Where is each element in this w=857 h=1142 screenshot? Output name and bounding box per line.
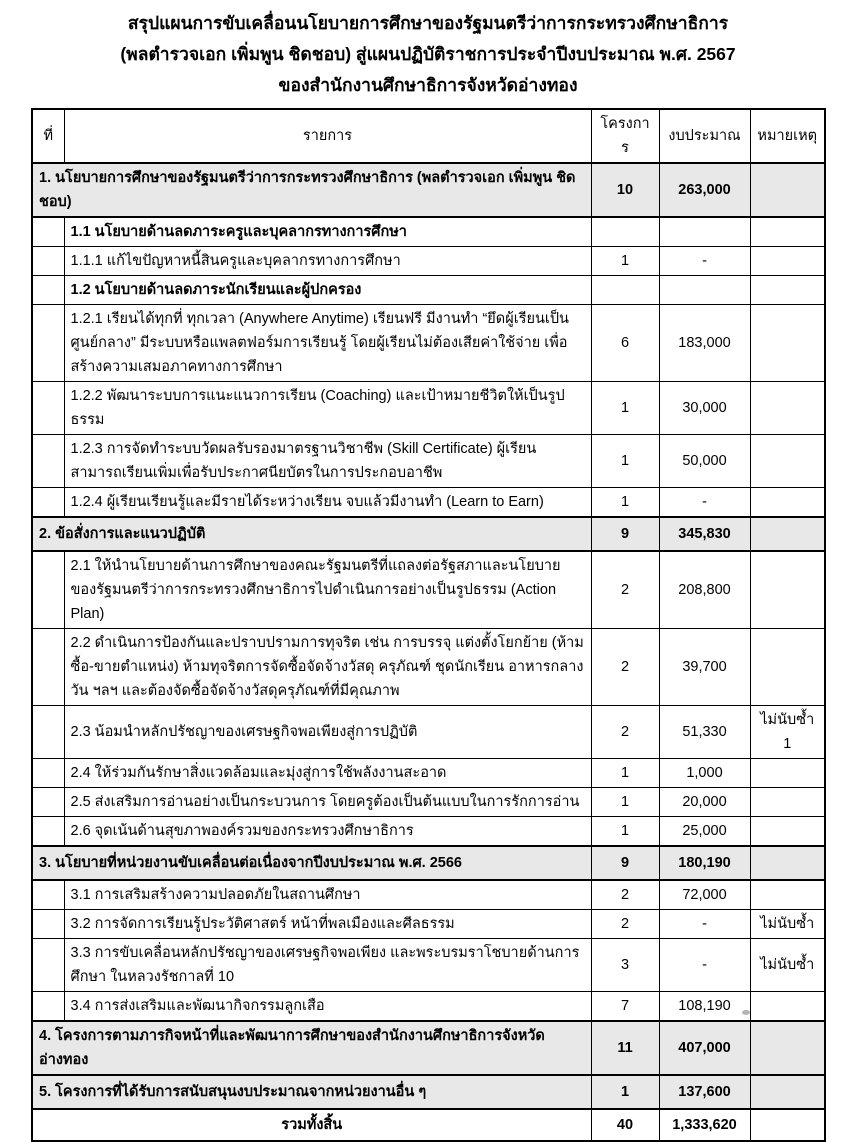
table-row (32, 217, 825, 247)
table-row (32, 163, 825, 217)
table-row (32, 759, 825, 788)
row-item-cell: 5. โครงการที่ได้รับการสนับสนุนงบประมาณจากหน่วยงานอื่น ๆ (32, 1075, 591, 1109)
row-projects-cell (591, 217, 659, 247)
row-projects-cell: 2 (591, 910, 659, 939)
table-row (32, 305, 825, 382)
row-item-cell: 2.2 ดำเนินการป้องกันและปราบปรามการทุจริต เช่น การบรรจุ แต่งตั้งโยกย้าย (ห้ามซื้อ-ขายตำแหน่ง) ห้ามทุจริตการจัดซื้อจัดจ้างวัสดุ ครุภัณฑ์ ชุดนักเรียน อาหารกลางวัน ฯลฯ และต้องจัดซื้อจัดจ้างวัสดุครุภัณฑ์ที่มีคุณภาพ (64, 629, 591, 706)
row-item-cell: 1.2.4 ผู้เรียนเรียนรู้และมีรายได้ระหว่างเรียน จบแล้วมีงานทำ (Learn to Earn) (64, 488, 591, 518)
row-no-cell (32, 435, 64, 488)
row-projects-cell: 1 (591, 435, 659, 488)
table-row (32, 817, 825, 847)
row-item-cell: 4. โครงการตามภารกิจหน้าที่และพัฒนาการศึกษาของสำนักงานศึกษาธิการจังหวัดอ่างทอง (32, 1021, 591, 1075)
row-remark-cell (750, 1021, 825, 1075)
budget-summary-table (31, 108, 826, 1142)
row-no-cell (32, 629, 64, 706)
row-projects-cell: 7 (591, 992, 659, 1022)
row-remark-cell (750, 551, 825, 629)
row-item-cell: 1.2 นโยบายด้านลดภาระนักเรียนและผู้ปกครอง (64, 276, 591, 305)
row-remark-cell (750, 1075, 825, 1109)
column-header-item: รายการ (64, 109, 591, 163)
row-budget-cell: 72,000 (659, 880, 750, 910)
row-no-cell (32, 305, 64, 382)
table-row (32, 880, 825, 910)
title-line-2: (พลตำรวจเอก เพิ่มพูน ชิดชอบ) สู่แผนปฏิบัติราชการประจำปีงบประมาณ พ.ศ. 2567 (120, 44, 736, 64)
table-row (32, 910, 825, 939)
row-budget-cell: - (659, 247, 750, 276)
total-projects-value: 40 (591, 1109, 659, 1141)
row-projects-cell: 1 (591, 788, 659, 817)
row-remark-cell: ไม่นับซ้ำ 1 (750, 706, 825, 759)
row-item-cell: 1.2.3 การจัดทำระบบวัดผลรับรองมาตรฐานวิชาชีพ (Skill Certificate) ผู้เรียนสามารถเรียนเพิ่มเพื่อรับประกาศนียบัตรในการประกอบอาชีพ (64, 435, 591, 488)
row-no-cell (32, 488, 64, 518)
total-label: รวมทั้งสิ้น (32, 1109, 591, 1141)
row-remark-cell (750, 435, 825, 488)
table-row (32, 1021, 825, 1075)
column-header-no: ที่ (32, 109, 64, 163)
row-item-cell: 1.1.1 แก้ไขปัญหาหนี้สินครูและบุคลากรทางการศึกษา (64, 247, 591, 276)
row-item-cell: 2.6 จุดเน้นด้านสุขภาพองค์รวมของกระทรวงศึกษาธิการ (64, 817, 591, 847)
row-remark-cell (750, 992, 825, 1022)
row-remark-cell (750, 880, 825, 910)
row-item-cell: 1.1 นโยบายด้านลดภาระครูและบุคลากรทางการศึกษา (64, 217, 591, 247)
row-budget-cell: 137,600 (659, 1075, 750, 1109)
total-budget-value: 1,333,620 (659, 1109, 750, 1141)
row-remark-cell (750, 759, 825, 788)
row-budget-cell: 345,830 (659, 517, 750, 551)
row-item-cell: 2.4 ให้ร่วมกันรักษาสิ่งแวดล้อมและมุ่งสู่การใช้พลังงานสะอาด (64, 759, 591, 788)
row-budget-cell: 50,000 (659, 435, 750, 488)
scan-artifact-mark (742, 1010, 750, 1015)
row-remark-cell: ไม่นับซ้ำ (750, 939, 825, 992)
column-header-projects: โครงการ (591, 109, 659, 163)
row-remark-cell (750, 217, 825, 247)
row-projects-cell: 9 (591, 846, 659, 880)
header-row (32, 109, 825, 163)
row-item-cell: 2. ข้อสั่งการและแนวปฏิบัติ (32, 517, 591, 551)
total-row (32, 1109, 825, 1141)
row-budget-cell: 25,000 (659, 817, 750, 847)
row-budget-cell: 39,700 (659, 629, 750, 706)
row-budget-cell: 1,000 (659, 759, 750, 788)
row-remark-cell (750, 488, 825, 518)
row-no-cell (32, 759, 64, 788)
row-no-cell (32, 217, 64, 247)
row-item-cell: 2.1 ให้นำนโยบายด้านการศึกษาของคณะรัฐมนตรีที่แถลงต่อรัฐสภาและนโยบายของรัฐมนตรีว่าการกระทรวงศึกษาธิการไปดำเนินการอย่างเป็นรูปธรรม (Action Plan) (64, 551, 591, 629)
row-item-cell: 3.4 การส่งเสริมและพัฒนากิจกรรมลูกเสือ (64, 992, 591, 1022)
row-projects-cell: 2 (591, 706, 659, 759)
table-row (32, 1075, 825, 1109)
row-budget-cell: 108,190 (659, 992, 750, 1022)
row-budget-cell: - (659, 488, 750, 518)
row-budget-cell: 183,000 (659, 305, 750, 382)
row-item-cell: 2.3 น้อมนำหลักปรัชญาของเศรษฐกิจพอเพียงสู่การปฏิบัติ (64, 706, 591, 759)
row-item-cell: 1.2.2 พัฒนาระบบการแนะแนวการเรียน (Coaching) และเป้าหมายชีวิตให้เป็นรูปธรรม (64, 382, 591, 435)
row-projects-cell: 3 (591, 939, 659, 992)
table-row (32, 247, 825, 276)
table-row (32, 992, 825, 1022)
row-no-cell (32, 276, 64, 305)
row-remark-cell (750, 276, 825, 305)
table-row (32, 435, 825, 488)
row-budget-cell: - (659, 910, 750, 939)
row-no-cell (32, 910, 64, 939)
row-item-cell: 1.2.1 เรียนได้ทุกที่ ทุกเวลา (Anywhere Anytime) เรียนฟรี มีงานทำ “ยึดผู้เรียนเป็นศูนย์กลาง” มีระบบหรือแพลตฟอร์มการเรียนรู้ โดยผู้เรียนไม่ต้องเสียค่าใช้จ่าย เพื่อสร้างความเสมอภาคทางการศึกษา (64, 305, 591, 382)
table-row (32, 551, 825, 629)
title-line-3: ของสำนักงานศึกษาธิการจังหวัดอ่างทอง (278, 75, 578, 95)
row-budget-cell (659, 217, 750, 247)
row-no-cell (32, 992, 64, 1022)
title-line-1: สรุปแผนการขับเคลื่อนนโยบายการศึกษาของรัฐมนตรีว่าการกระทรวงศึกษาธิการ (127, 13, 729, 33)
row-remark-cell (750, 163, 825, 217)
row-projects-cell: 1 (591, 759, 659, 788)
row-projects-cell: 1 (591, 247, 659, 276)
row-budget-cell: 208,800 (659, 551, 750, 629)
row-projects-cell: 1 (591, 488, 659, 518)
row-remark-cell (750, 247, 825, 276)
table-row (32, 706, 825, 759)
table-body (32, 163, 825, 1109)
row-no-cell (32, 382, 64, 435)
table-row (32, 939, 825, 992)
row-projects-cell: 11 (591, 1021, 659, 1075)
row-remark-cell (750, 629, 825, 706)
row-remark-cell (750, 817, 825, 847)
row-no-cell (32, 939, 64, 992)
column-header-budget: งบประมาณ (659, 109, 750, 163)
row-projects-cell: 9 (591, 517, 659, 551)
row-projects-cell: 2 (591, 551, 659, 629)
row-budget-cell: 407,000 (659, 1021, 750, 1075)
row-remark-cell (750, 788, 825, 817)
row-remark-cell (750, 846, 825, 880)
column-header-remark: หมายเหตุ (750, 109, 825, 163)
row-item-cell: 1. นโยบายการศึกษาของรัฐมนตรีว่าการกระทรวงศึกษาธิการ (พลตำรวจเอก เพิ่มพูน ชิดชอบ) (32, 163, 591, 217)
row-remark-cell (750, 382, 825, 435)
row-projects-cell: 1 (591, 1075, 659, 1109)
row-remark-cell (750, 305, 825, 382)
row-remark-cell: ไม่นับซ้ำ (750, 910, 825, 939)
document-title (31, 8, 825, 101)
row-projects-cell: 2 (591, 880, 659, 910)
row-projects-cell: 6 (591, 305, 659, 382)
table-row (32, 846, 825, 880)
table-row (32, 382, 825, 435)
row-item-cell: 3.2 การจัดการเรียนรู้ประวัติศาสตร์ หน้าที่พลเมืองและศีลธรรม (64, 910, 591, 939)
row-projects-cell: 10 (591, 163, 659, 217)
row-item-cell: 3. นโยบายที่หน่วยงานขับเคลื่อนต่อเนื่องจากปีงบประมาณ พ.ศ. 2566 (32, 846, 591, 880)
row-budget-cell: 51,330 (659, 706, 750, 759)
table-row (32, 629, 825, 706)
row-no-cell (32, 817, 64, 847)
row-item-cell: 2.5 ส่งเสริมการอ่านอย่างเป็นกระบวนการ โดยครูต้องเป็นต้นแบบในการรักการอ่าน (64, 788, 591, 817)
row-projects-cell: 2 (591, 629, 659, 706)
row-no-cell (32, 788, 64, 817)
row-item-cell: 3.1 การเสริมสร้างความปลอดภัยในสถานศึกษา (64, 880, 591, 910)
row-budget-cell: 20,000 (659, 788, 750, 817)
row-no-cell (32, 551, 64, 629)
row-budget-cell: 263,000 (659, 163, 750, 217)
row-projects-cell: 1 (591, 382, 659, 435)
row-projects-cell: 1 (591, 817, 659, 847)
table-row (32, 488, 825, 518)
table-row (32, 517, 825, 551)
row-no-cell (32, 880, 64, 910)
row-projects-cell (591, 276, 659, 305)
table-row (32, 788, 825, 817)
row-remark-cell (750, 517, 825, 551)
table-row (32, 276, 825, 305)
row-budget-cell: 30,000 (659, 382, 750, 435)
total-remark-cell (750, 1109, 825, 1141)
row-no-cell (32, 706, 64, 759)
row-item-cell: 3.3 การขับเคลื่อนหลักปรัชญาของเศรษฐกิจพอเพียง และพระบรมราโชบายด้านการศึกษา ในหลวงรัชกาลที่ 10 (64, 939, 591, 992)
row-budget-cell: 180,190 (659, 846, 750, 880)
row-no-cell (32, 247, 64, 276)
row-budget-cell (659, 276, 750, 305)
row-budget-cell: - (659, 939, 750, 992)
